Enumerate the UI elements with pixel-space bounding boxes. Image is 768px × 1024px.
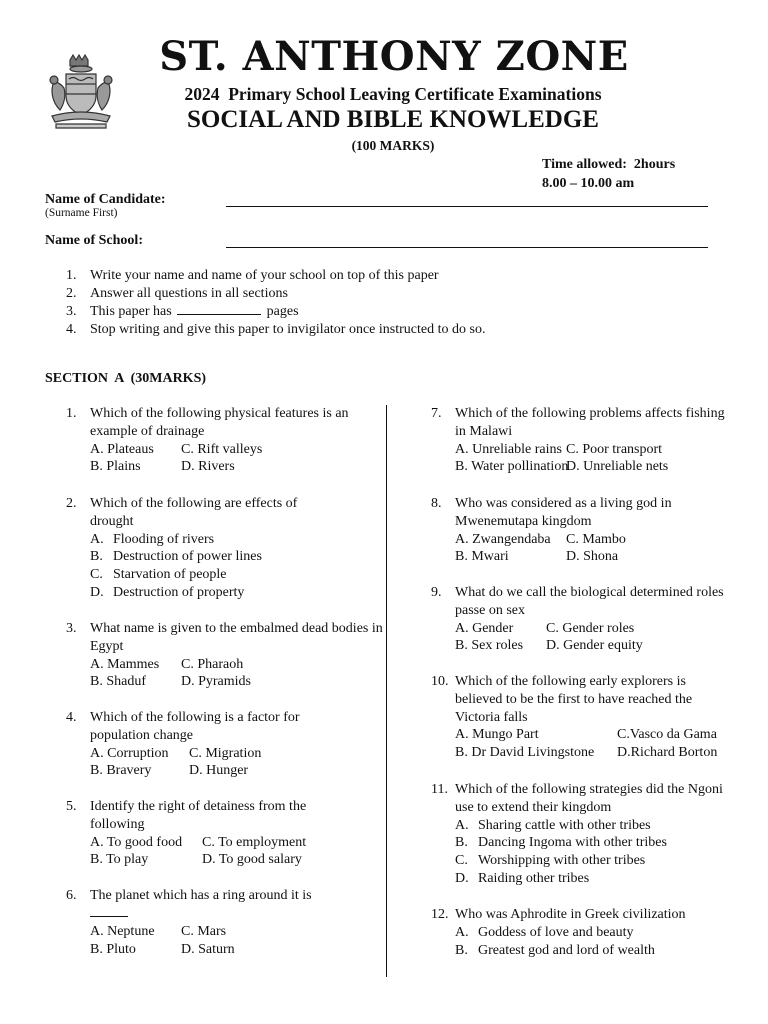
question-3: 3. What name is given to the embalmed dead bodies in Egypt A. Mammes C. Pharaoh B. Shaduf D. Pyramids bbox=[66, 621, 383, 690]
option-b[interactable]: B. Dr David Livingstone bbox=[455, 745, 595, 761]
option-d[interactable]: D. Gender equity bbox=[546, 638, 643, 654]
option-a[interactable]: A. To good food bbox=[90, 834, 183, 850]
option-c[interactable]: C. Mars bbox=[181, 923, 227, 939]
option-c[interactable]: C.Vasco da Gama bbox=[617, 727, 717, 743]
question-12: 12. Who was Aphrodite in Greek civilization A. Goddess of love and beauty B. Greatest god and lord of wealth bbox=[431, 906, 731, 959]
time-range: 8.00 – 10.00 am bbox=[542, 176, 635, 191]
option-b[interactable]: B. Water pollination bbox=[455, 459, 569, 475]
option-c[interactable]: C. Migration bbox=[189, 745, 262, 761]
section-a-heading: SECTION A (30MARKS) bbox=[45, 371, 207, 386]
option-b[interactable]: B. Sex roles bbox=[455, 638, 524, 654]
question-9: 9. What do we call the biological determined roles passe on sex A. Gender C. Gender roles B. Sex roles D. Gender equity bbox=[431, 585, 724, 654]
instruction-item: 3. This paper has pages bbox=[66, 304, 299, 319]
instruction-item: 2. Answer all questions in all sections bbox=[66, 286, 288, 301]
option-b[interactable]: B. Shaduf bbox=[90, 674, 146, 690]
option-b[interactable]: B. Greatest god and lord of wealth bbox=[455, 942, 655, 958]
option-c[interactable]: C. Gender roles bbox=[546, 620, 635, 636]
option-d[interactable]: D. Saturn bbox=[181, 941, 235, 957]
option-d[interactable]: D. Pyramids bbox=[181, 674, 251, 690]
pages-blank[interactable] bbox=[177, 303, 261, 315]
option-c[interactable]: C. Starvation of people bbox=[90, 567, 227, 583]
option-b[interactable]: B. Destruction of power lines bbox=[90, 549, 262, 565]
option-b[interactable]: B. Plains bbox=[90, 459, 141, 475]
candidate-name-note: (Surname First) bbox=[45, 207, 118, 219]
school-name-label: Name of School: bbox=[45, 233, 143, 248]
option-d[interactable]: D.Richard Borton bbox=[617, 745, 718, 761]
option-b[interactable]: B. Mwari bbox=[455, 549, 509, 565]
school-name-field[interactable] bbox=[226, 247, 708, 248]
option-a[interactable]: A. Mammes bbox=[90, 656, 160, 672]
question-7: 7. Which of the following problems affects fishing in Malawi A. Unreliable rains C. Poor transport B. Water pollination D. Unreliable nets bbox=[431, 406, 725, 475]
candidate-name-field[interactable] bbox=[226, 206, 708, 207]
instruction-item: 4. Stop writing and give this paper to invigilator once instructed to do so. bbox=[66, 322, 486, 337]
time-allowed: Time allowed: 2hours bbox=[542, 157, 676, 172]
question-10: 10. Which of the following early explorers is believed to be the first to have reached the Victoria falls A. Mungo Part C.Vasco da Gama B. Dr David Livingstone D.Richard Borton bbox=[431, 674, 718, 761]
option-b[interactable]: B. Dancing Ingoma with other tribes bbox=[455, 835, 667, 851]
option-a[interactable]: A. Goddess of love and beauty bbox=[455, 924, 634, 940]
option-a[interactable]: A. Corruption bbox=[90, 745, 169, 761]
option-d[interactable]: D. Rivers bbox=[181, 459, 235, 475]
option-d[interactable]: D. Unreliable nets bbox=[566, 459, 669, 475]
option-a[interactable]: A. Neptune bbox=[90, 923, 155, 939]
option-d[interactable]: D. Destruction of property bbox=[90, 584, 245, 600]
question-1: 1. Which of the following physical features is an example of drainage A. Plateaus C. Rift valleys B. Plains D. Rivers bbox=[66, 406, 349, 475]
option-a[interactable]: A. Flooding of rivers bbox=[90, 531, 215, 547]
option-d[interactable]: D. To good salary bbox=[202, 852, 302, 868]
candidate-name-label: Name of Candidate: bbox=[45, 192, 166, 207]
instruction-item: 1. Write your name and name of your school on top of this paper bbox=[66, 268, 439, 283]
option-d[interactable]: D. Shona bbox=[566, 549, 619, 565]
option-a[interactable]: A. Mungo Part bbox=[455, 727, 539, 743]
option-a[interactable]: A. Zwangendaba bbox=[455, 531, 551, 547]
zone-title: ST. ANTHONY ZONE bbox=[159, 33, 629, 80]
option-a[interactable]: A. Unreliable rains bbox=[455, 441, 562, 457]
option-b[interactable]: B. Pluto bbox=[90, 941, 136, 957]
option-d[interactable]: D. Raiding other tribes bbox=[455, 870, 590, 886]
option-d[interactable]: D. Hunger bbox=[189, 763, 249, 779]
option-c[interactable]: C. Mambo bbox=[566, 531, 626, 547]
option-b[interactable]: B. To play bbox=[90, 852, 149, 868]
option-c[interactable]: C. Pharaoh bbox=[181, 656, 244, 672]
instructions-list bbox=[66, 267, 485, 339]
question-8: 8. Who was considered as a living god in Mwenemutapa kingdom A. Zwangendaba C. Mambo B. Mwari D. Shona bbox=[431, 496, 672, 565]
option-a[interactable]: A. Plateaus bbox=[90, 441, 154, 457]
option-c[interactable]: C. To employment bbox=[202, 834, 307, 850]
option-a[interactable]: A. Sharing cattle with other tribes bbox=[455, 817, 651, 833]
option-c[interactable]: C. Poor transport bbox=[566, 441, 663, 457]
answer-blank[interactable] bbox=[90, 906, 128, 917]
time-info bbox=[542, 155, 675, 193]
total-marks: (100 MARKS) bbox=[351, 138, 435, 153]
question-2: 2. Which of the following are effects of drought A. Flooding of rivers B. Destruction of power lines C. Starvation of people D. Destruction of property bbox=[66, 495, 396, 602]
subject-title: SOCIAL AND BIBLE KNOWLEDGE bbox=[187, 106, 599, 133]
option-a[interactable]: A. Gender bbox=[455, 620, 514, 636]
option-b[interactable]: B. Bravery bbox=[90, 763, 152, 779]
option-c[interactable]: C. Worshipping with other tribes bbox=[455, 853, 646, 869]
option-c[interactable]: C. Rift valleys bbox=[181, 441, 263, 457]
question-11: 11. Which of the following strategies did the Ngoni use to extend their kingdom A. Sharing cattle with other tribes B. Dancing Ingoma with other tribes C. Worshipping with other tribes D. Raiding other tribes bbox=[431, 781, 731, 888]
exam-title: 2024 Primary School Leaving Certificate Examinations bbox=[184, 84, 602, 104]
question-4: 4. Which of the following is a factor for population change A. Corruption C. Migration B. Bravery D. Hunger bbox=[66, 710, 300, 779]
question-6: 6. The planet which has a ring around it is A. Neptune C. Mars B. Pluto D. Saturn bbox=[66, 888, 312, 957]
question-5: 5. Identify the right of detainess from the following A. To good food C. To employment B. To play D. To good salary bbox=[66, 799, 307, 868]
